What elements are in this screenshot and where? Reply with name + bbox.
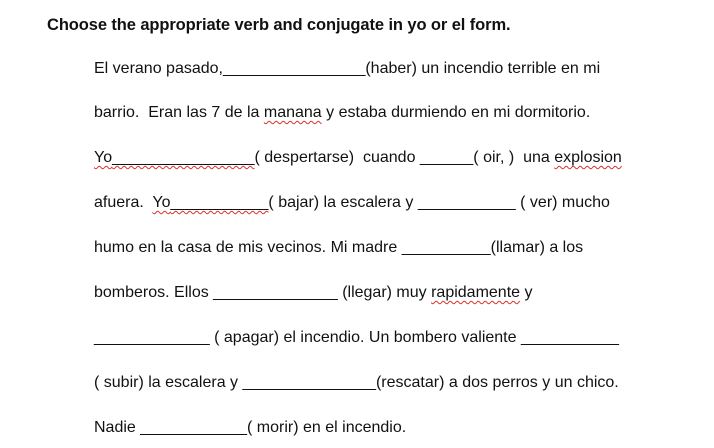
line-text: bomberos. Ellos ______________ (llegar) muy <box>94 284 432 301</box>
instructions-heading: Choose the appropriate verb and conjugate in yo or el form. <box>47 16 511 34</box>
sentence-line-9 <box>94 418 406 438</box>
misspelled-word: Yo <box>94 149 113 166</box>
sentence-line-7 <box>94 328 619 348</box>
sentence-line-1 <box>94 59 600 79</box>
misspelled-word: explosion <box>554 149 622 166</box>
line-text: barrio. Eran las 7 de la <box>94 104 264 121</box>
answer-blank: ________________ <box>112 149 255 166</box>
line-text: afuera. <box>94 194 153 211</box>
misspelled-word: manana <box>263 104 322 121</box>
line-text: ( bajar) la escalera y ___________ ( ver) mucho <box>268 194 610 211</box>
sentence-line-3 <box>94 148 622 168</box>
sentence-line-6 <box>94 283 533 303</box>
line-text: ( subir) la escalera y _______________(rescatar) a dos perros y un chico. <box>94 374 619 391</box>
line-text: _____________ ( apagar) el incendio. Un bombero valiente ___________ <box>94 329 619 346</box>
line-text: y <box>520 284 533 301</box>
sentence-line-2 <box>94 103 590 123</box>
misspelled-word: Yo <box>152 194 171 211</box>
line-text: y estaba durmiendo en mi dormitorio. <box>321 104 591 121</box>
misspelled-word: rapidamente <box>431 284 521 301</box>
sentence-line-5 <box>94 238 583 258</box>
sentence-line-8 <box>94 373 619 393</box>
line-text: ( despertarse) cuando ______( oir, ) una <box>254 149 555 166</box>
line-text: El verano pasado,________________(haber) un incendio terrible en mi <box>94 60 601 77</box>
sentence-line-4 <box>94 193 610 213</box>
line-text: humo en la casa de mis vecinos. Mi madre __________(llamar) a los <box>94 239 584 256</box>
answer-blank: ___________ <box>170 194 269 211</box>
line-text: Nadie ____________( morir) en el incendio. <box>94 419 407 436</box>
